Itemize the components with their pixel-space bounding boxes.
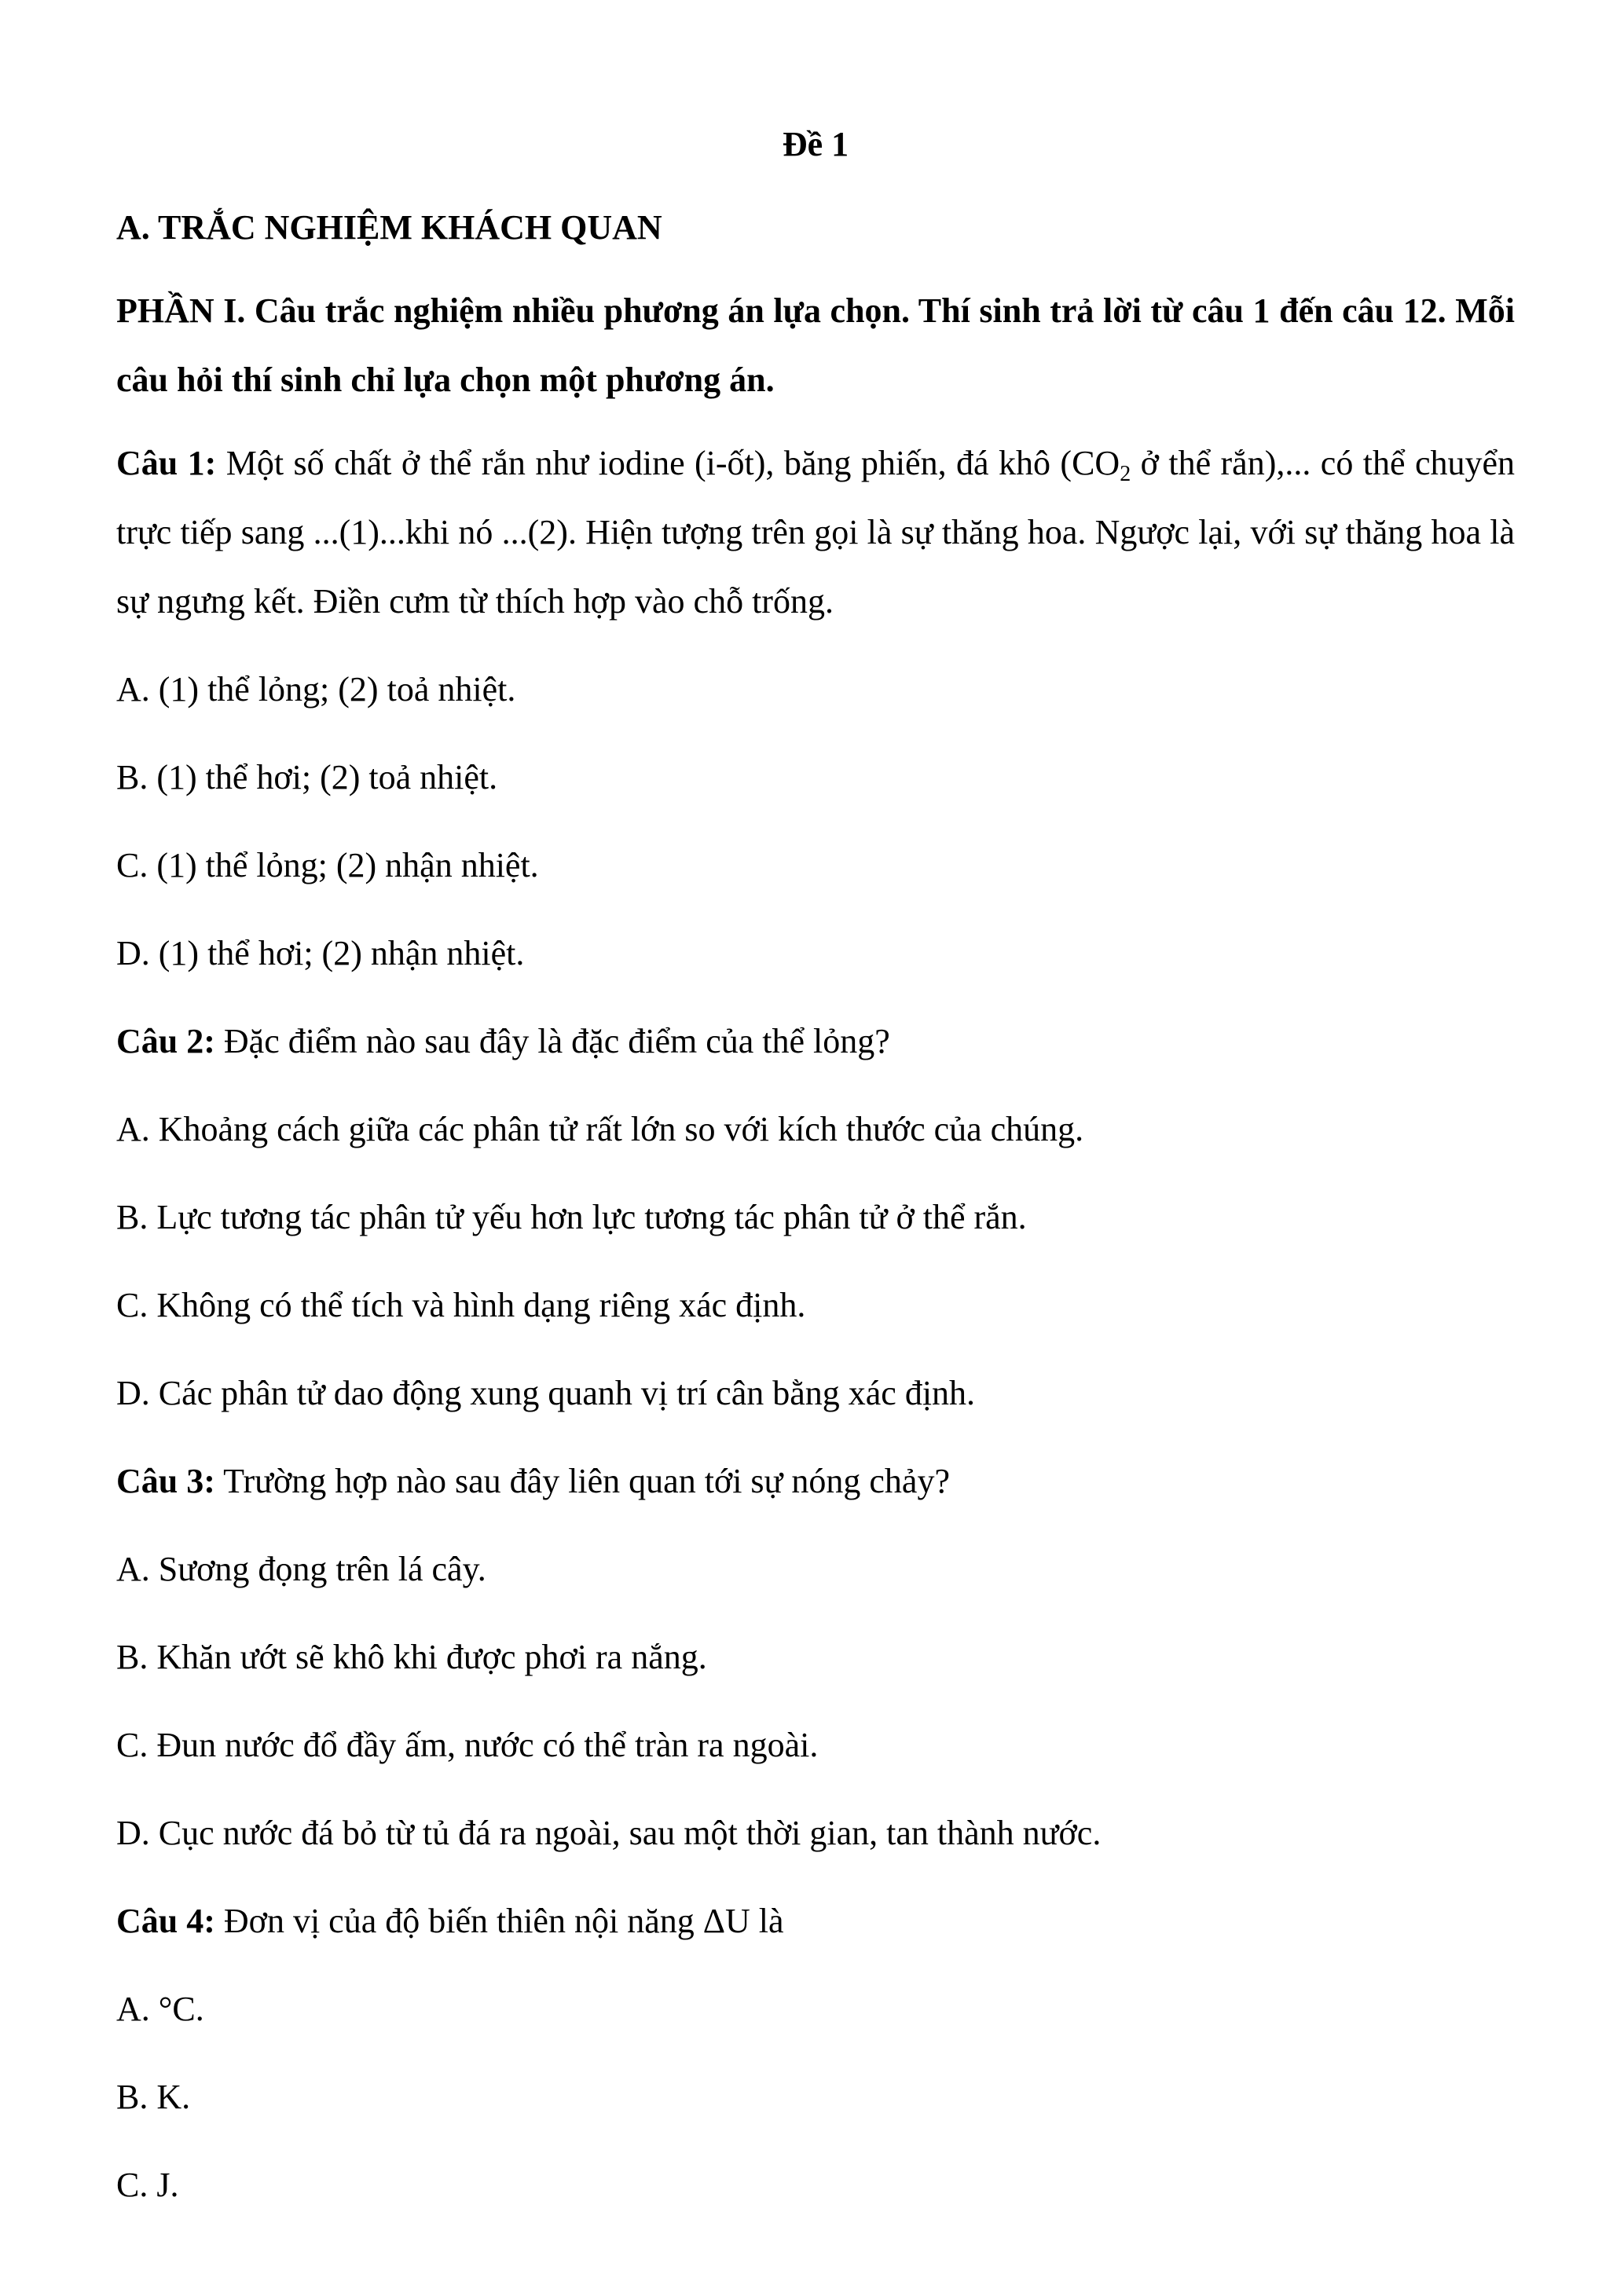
- section-heading: A. TRẮC NGHIỆM KHÁCH QUAN: [116, 208, 662, 247]
- option-a: A. Sương đọng trên lá cây.: [116, 1550, 486, 1588]
- option-b: B. Khăn ướt sẽ khô khi được phơi ra nắng.: [116, 1638, 707, 1676]
- question-4: [116, 1887, 1515, 1956]
- part-instruction: PHẦN I. Câu trắc nghiệm nhiều phương án lựa chọn. Thí sinh trả lời từ câu 1 đến câu 12. Mỗi câu hỏi thí sinh chỉ lựa chọn một phương án.: [116, 291, 1515, 399]
- option-c: C. (1) thể lỏng; (2) nhận nhiệt.: [116, 846, 539, 884]
- option-d: D. Các phân tử dao động xung quanh vị trí cân bằng xác định.: [116, 1374, 976, 1412]
- question-2: [116, 1007, 1515, 1076]
- subscript: 2: [1120, 462, 1131, 486]
- option-c: C. Đun nước đổ đầy ấm, nước có thể tràn ra ngoài.: [116, 1726, 819, 1764]
- question-text: Trường hợp nào sau đây liên quan tới sự nóng chảy?: [214, 1462, 950, 1500]
- option-b: B. (1) thể hơi; (2) toả nhiệt.: [116, 758, 498, 796]
- question-text-continued: ở thể rắn),... có thể chuyển trực tiếp sang ...(1)...khi nó ...(2). Hiện tượng trên gọi là sự thăng hoa. Ngược lại, với sự thăng hoa là sự ngưng kết. Điền cưm từ thích hợp vào chỗ trống.: [116, 444, 1516, 621]
- option-d: D. (1) thể hơi; (2) nhận nhiệt.: [116, 934, 525, 972]
- option-c: C. J.: [116, 2166, 179, 2204]
- question-text: Đặc điểm nào sau đây là đặc điểm của thể lỏng?: [214, 1022, 890, 1060]
- question-text: Một số chất ở thể rắn như iodine (i-ốt), băng phiến, đá khô (CO: [216, 444, 1120, 482]
- option-d: D. Cục nước đá bỏ từ tủ đá ra ngoài, sau một thời gian, tan thành nước.: [116, 1814, 1102, 1852]
- option-a: A. Khoảng cách giữa các phân tử rất lớn so với kích thước của chúng.: [116, 1110, 1084, 1148]
- option-c: C. Không có thể tích và hình dạng riêng xác định.: [116, 1286, 806, 1324]
- option-a: A. (1) thể lỏng; (2) toả nhiệt.: [116, 670, 516, 709]
- option-b: B. K.: [116, 2078, 191, 2116]
- question-label: Câu 3:: [116, 1462, 215, 1500]
- question-label: Câu 1:: [116, 444, 217, 482]
- question-3: [116, 1447, 1515, 1516]
- question-label: Câu 2:: [116, 1022, 215, 1060]
- document-title: Đề 1: [782, 125, 849, 163]
- question-1: [116, 429, 1515, 636]
- option-b: B. Lực tương tác phân tử yếu hơn lực tương tác phân tử ở thể rắn.: [116, 1198, 1027, 1236]
- option-a: A. °C.: [116, 1990, 204, 2028]
- question-label: Câu 4:: [116, 1902, 215, 1940]
- document-page: [116, 110, 1515, 2239]
- question-text: Đơn vị của độ biến thiên nội năng ΔU là: [214, 1902, 784, 1940]
